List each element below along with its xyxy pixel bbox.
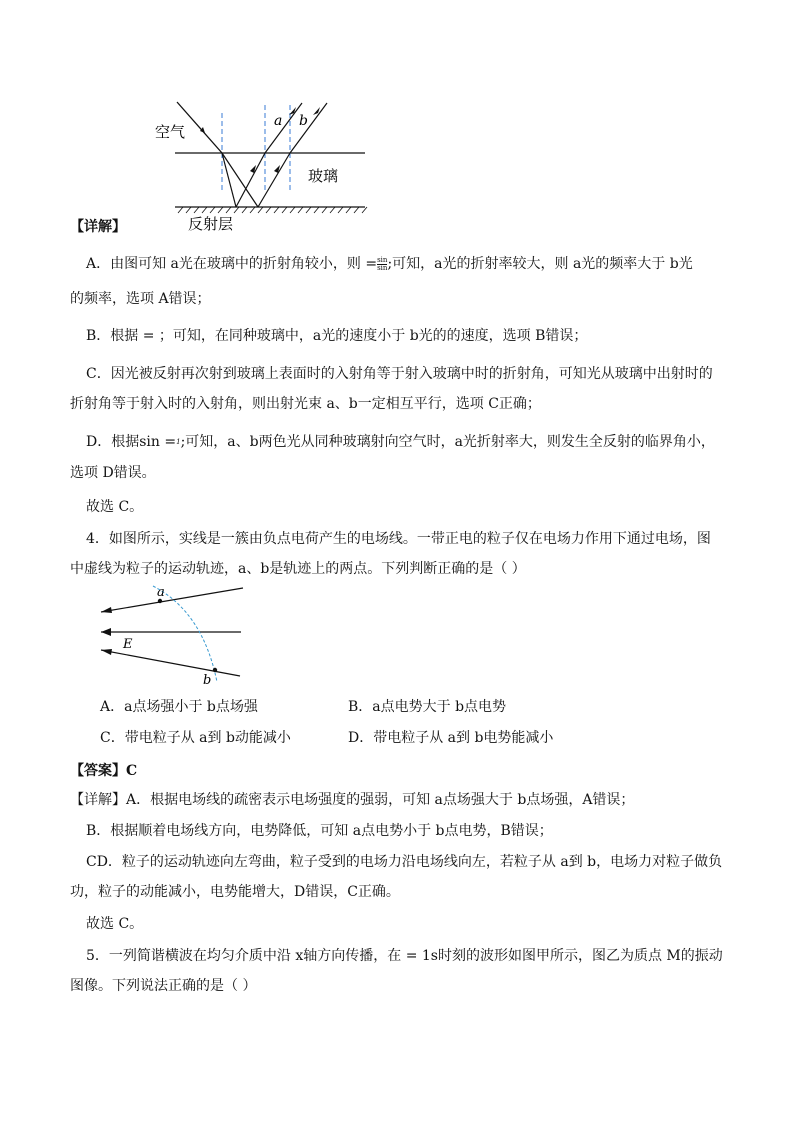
q3-choose: 故选 C。 <box>86 499 144 515</box>
q4-detail-CD-line1: CD．粒子的运动轨迹向左弯曲，粒子受到的电场力沿电场线向左，若粒子从 a到 b，电场力对粒子做负 <box>86 854 723 870</box>
field-line-top-arrow <box>101 607 112 613</box>
q3-detail-C-line1: C．因光被反射再次射到玻璃上表面时的入射角等于射入玻璃中时的折射角，可知光从玻璃中出射时的 <box>86 366 713 382</box>
fig-label-a: a <box>157 585 165 600</box>
q4-detail-CD-line2: 功，粒子的动能减小，电势能增大，D错误，C正确。 <box>70 884 400 900</box>
q5-stem-line2: 图像。下列说法正确的是（ ） <box>70 978 257 994</box>
q5-stem-line1: 5．一列简谐横波在均匀介质中沿 x轴方向传播，在 = 1s时刻的波形如图甲所示，图乙为质点 M的振动 <box>86 948 723 964</box>
q4-option-A: A．a点场强小于 b点场强 <box>100 699 258 715</box>
q3-detail-B: B．根据 = ；可知，在同种玻璃中，a光的速度小于 b光的的速度，选项 B错误； <box>86 328 588 344</box>
electric-field-diagram <box>95 582 255 688</box>
field-line-top <box>101 588 243 612</box>
q4-answer: 【答案】C <box>70 763 138 779</box>
field-line-bottom-arrow <box>101 649 112 655</box>
field-line-bottom <box>101 650 240 676</box>
q3-detail-A-line1: A．由图可知 a光在玻璃中的折射角较小，则 = $\frac{\sin}{\sin}$ ;可知，a光的折射率较大，则 a光的频率大于 b光 <box>86 255 693 272</box>
incident-arrow <box>200 127 205 133</box>
q3-detail-C-line2: 折射角等于射入时的入射角，则出射光束 a、b一定相互平行，选项 C正确； <box>70 396 541 412</box>
fraction-one: 1 <box>176 437 181 446</box>
q3-detail-A-line2: 的频率，选项 A错误； <box>70 291 211 307</box>
emerging-ray-b <box>290 103 327 153</box>
particle-trajectory <box>153 586 217 682</box>
field-line-middle-arrow <box>101 628 111 636</box>
q4-detail-A: 【详解】A．根据电场线的疏密表示电场强度的强弱，可知 a点场强大于 b点场强，A错误； <box>70 792 635 808</box>
fig-label-b: b <box>203 673 212 688</box>
ray-a-down <box>222 153 236 207</box>
label-reflective-layer: 反射层 <box>188 215 234 233</box>
q4-stem-line2: 中虚线为粒子的运动轨迹，a、b是轨迹上的两点。下列判断正确的是（ ） <box>70 561 526 577</box>
label-a: a <box>274 113 283 129</box>
q3-detail-label: 【详解】 <box>70 219 126 235</box>
point-b <box>213 668 217 672</box>
q4-stem-line1: 4．如图所示，实线是一簇由负点电荷产生的电场线。一带正电的粒子仅在电场力作用下通过电场，图 <box>86 531 711 547</box>
q4-option-C: C．带电粒子从 a到 b动能减小 <box>100 730 291 746</box>
q4-option-B: B．a点电势大于 b点电势 <box>348 699 507 715</box>
fig-label-E: E <box>123 637 133 652</box>
q4-option-D: D．带电粒子从 a到 b电势能减小 <box>348 730 554 746</box>
label-glass: 玻璃 <box>308 167 339 185</box>
q3-detail-D-line2: 选项 D错误。 <box>70 465 156 481</box>
ray-b-up <box>258 153 290 207</box>
emerging-ray-a <box>265 103 302 153</box>
q4-choose: 故选 C。 <box>86 916 144 932</box>
q4-detail-B: B．根据顺着电场线方向，电势降低，可知 a点电势小于 b点电势，B错误； <box>86 823 553 839</box>
label-air: 空气 <box>155 123 186 141</box>
fraction-sin-sin: $\frac{\sin}{\sin}$ <box>377 255 388 272</box>
label-b: b <box>299 113 308 129</box>
q3-detail-D-line1: D．根据sin = 1 ;可知，a、b两色光从同种玻璃射向空气时，a光折射率大，则发生全反射的临界角小， <box>86 434 715 450</box>
